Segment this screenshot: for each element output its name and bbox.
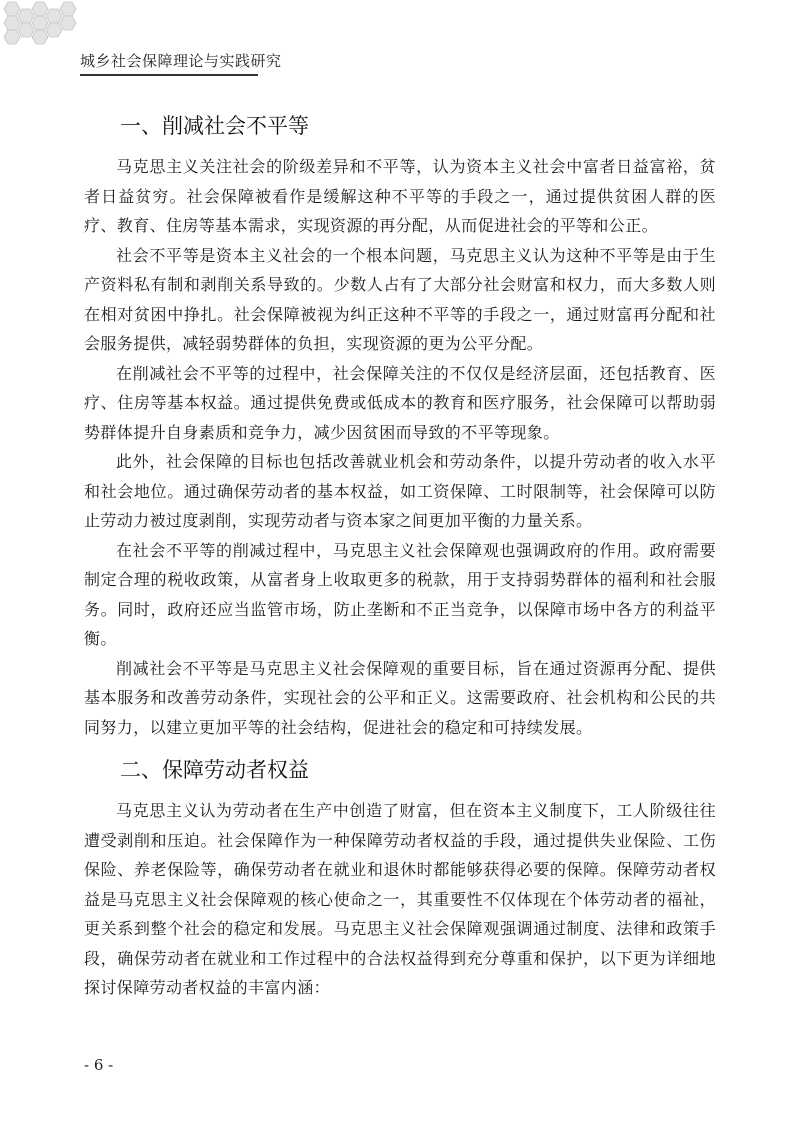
paragraph: 社会不平等是资本主义社会的一个根本问题，马克思主义认为这种不平等是由于生产资料私有制和剥削关系导致的。少数人占有了大部分社会财富和权力，而大多数人则在相对贫困中挣扎。社会保障被视为纠正这种不平等的手段之一，通过财富再分配和社会服务提供，减轻弱势群体的负担，实现资源的更为公平分配。 [84,245,716,353]
page-number: - 6 - [84,1056,114,1074]
paragraph: 削减社会不平等是马克思主义社会保障观的重要目标，旨在通过资源再分配、提供基本服务和改善劳动条件，实现社会的公平和正义。这需要政府、社会机构和公民的共同努力，以建立更加平等的社会结构，促进社会的稳定和可持续发展。 [84,658,716,737]
paragraph: 在削减社会不平等的过程中，社会保障关注的不仅仅是经济层面，还包括教育、医疗、住房等基本权益。通过提供免费或低成本的教育和医疗服务，社会保障可以帮助弱势群体提升自身素质和竞争力，减少因贫困而导致的不平等现象。 [84,363,716,442]
section-heading-2: 二、保障劳动者权益 [120,758,309,782]
paragraph: 马克思主义认为劳动者在生产中创造了财富，但在资本主义制度下，工人阶级往往遭受剥削和压迫。社会保障作为一种保障劳动者权益的手段，通过提供失业保险、工伤保险、养老保险等，确保劳动者在就业和退休时都能够获得必要的保障。保障劳动者权益是马克思主义社会保障观的核心使命之一，其重要性不仅体现在个体劳动者的福祉，更关系到整个社会的稳定和发展。马克思主义社会保障观强调通过制度、法律和政策手段，确保劳动者在就业和工作过程中的合法权益得到充分尊重和保护，以下更为详细地探讨保障劳动者权益的丰富内涵： [84,801,716,997]
hexagon-pattern-decoration [0,0,90,52]
page-header [0,0,800,80]
paragraph: 马克思主义关注社会的阶级差异和不平等，认为资本主义社会中富者日益富裕，贫者日益贫穷。社会保障被看作是缓解这种不平等的手段之一，通过提供贫困人群的医疗、教育、住房等基本需求，实现资源的再分配，从而促进社会的平等和公正。 [84,157,716,235]
page-body [84,108,716,1003]
header-divider [80,74,258,76]
paragraph: 在社会不平等的削减过程中，马克思主义社会保障观也强调政府的作用。政府需要制定合理的税收政策，从富者身上收取更多的税款，用于支持弱势群体的福利和社会服务。同时，政府还应当监管市场，防止垄断和不正当竞争，以保障市场中各方的利益平衡。 [84,540,716,648]
section-heading-1: 一、削减社会不平等 [120,114,309,138]
running-title: 城乡社会保障理论与实践研究 [80,52,282,70]
paragraph: 此外，社会保障的目标也包括改善就业机会和劳动条件，以提升劳动者的收入水平和社会地位。通过确保劳动者的基本权益，如工资保障、工时限制等，社会保障可以防止劳动力被过度剥削，实现劳动者与资本家之间更加平衡的力量关系。 [84,452,716,530]
